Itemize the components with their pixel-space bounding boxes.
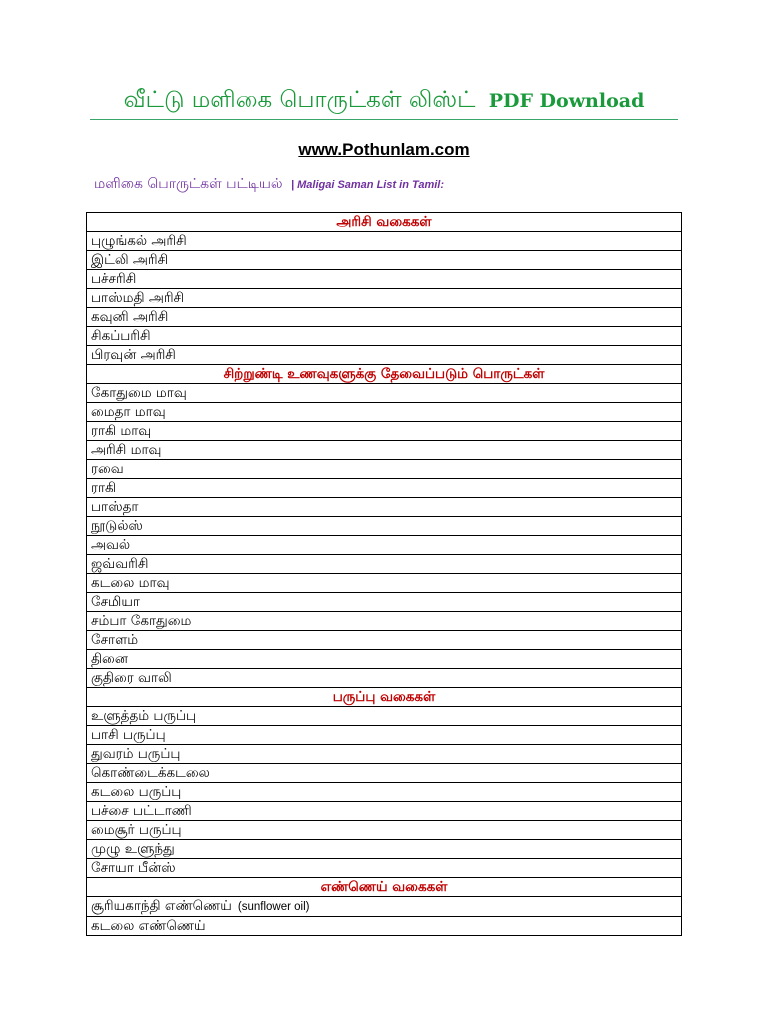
table-row xyxy=(87,441,682,460)
table-row xyxy=(87,707,682,726)
grocery-item xyxy=(87,612,682,631)
grocery-item xyxy=(87,840,682,859)
table-row xyxy=(87,859,682,878)
grocery-item-text: தினை xyxy=(91,651,128,667)
table-row xyxy=(87,517,682,536)
section-heading-row xyxy=(87,878,682,897)
grocery-item xyxy=(87,783,682,802)
grocery-item-text: சோளம் xyxy=(91,632,139,648)
grocery-item xyxy=(87,308,682,327)
table-row xyxy=(87,593,682,612)
grocery-item-text: பாஸ்மதி அரிசி xyxy=(91,290,185,306)
grocery-item-text: கடலை மாவு xyxy=(91,575,170,591)
grocery-list-body xyxy=(87,213,682,936)
section-heading-row xyxy=(87,365,682,384)
section-heading xyxy=(87,878,682,897)
grocery-item-text: பாசி பருப்பு xyxy=(91,727,166,743)
table-row xyxy=(87,821,682,840)
grocery-item-text: கொண்டைக்கடலை xyxy=(91,765,210,781)
grocery-item xyxy=(87,441,682,460)
table-row xyxy=(87,403,682,422)
grocery-item-text: பச்சை பட்டாணி xyxy=(91,803,192,819)
grocery-item-text: மைதா மாவு xyxy=(91,404,166,420)
grocery-item xyxy=(87,574,682,593)
grocery-item xyxy=(87,802,682,821)
grocery-item xyxy=(87,593,682,612)
table-row xyxy=(87,726,682,745)
grocery-item-text: சம்பா கோதுமை xyxy=(91,613,192,629)
grocery-item xyxy=(87,917,682,936)
grocery-item-text: கடலை எண்ணெய் xyxy=(91,918,206,934)
grocery-item xyxy=(87,897,682,917)
subtitle-english: | Maligai Saman List in Tamil: xyxy=(290,179,445,191)
table-row xyxy=(87,574,682,593)
section-heading xyxy=(87,365,682,384)
grocery-item xyxy=(87,270,682,289)
grocery-item xyxy=(87,251,682,270)
table-row xyxy=(87,536,682,555)
table-row xyxy=(87,802,682,821)
grocery-item-text: கடலை பருப்பு xyxy=(91,784,182,800)
grocery-item xyxy=(87,479,682,498)
list-subtitle xyxy=(94,176,444,194)
grocery-item xyxy=(87,859,682,878)
page-title-tamil: வீட்டு மளிகை பொருட்கள் லிஸ்ட் xyxy=(123,87,476,113)
grocery-item xyxy=(87,650,682,669)
grocery-item-text: கவுனி அரிசி xyxy=(91,309,169,325)
grocery-item-text: புழுங்கல் அரிசி xyxy=(91,233,187,249)
section-heading-text: எண்ணெய் வகைகள் xyxy=(320,879,448,895)
grocery-item xyxy=(87,669,682,688)
grocery-item-text: சோயா பீன்ஸ் xyxy=(91,860,176,876)
table-row xyxy=(87,631,682,650)
table-row xyxy=(87,232,682,251)
grocery-item xyxy=(87,821,682,840)
page-title xyxy=(90,84,678,117)
section-heading xyxy=(87,688,682,707)
table-row xyxy=(87,498,682,517)
table-row xyxy=(87,384,682,403)
table-row xyxy=(87,897,682,917)
grocery-item-text: அரிசி மாவு xyxy=(91,442,162,458)
grocery-item xyxy=(87,536,682,555)
table-row xyxy=(87,917,682,936)
grocery-item-text: ராகி மாவு xyxy=(91,423,152,439)
grocery-item-text: உளுத்தம் பருப்பு xyxy=(91,708,197,724)
table-row xyxy=(87,327,682,346)
grocery-item xyxy=(87,422,682,441)
table-row xyxy=(87,745,682,764)
grocery-item-text: ரவை xyxy=(91,461,124,477)
grocery-item xyxy=(87,327,682,346)
grocery-item xyxy=(87,745,682,764)
grocery-item-text: பாஸ்தா xyxy=(91,499,139,515)
grocery-item xyxy=(87,346,682,365)
grocery-item-text: சேமியா xyxy=(91,594,140,610)
grocery-item-text: துவரம் பருப்பு xyxy=(91,746,181,762)
grocery-item xyxy=(87,555,682,574)
grocery-item xyxy=(87,726,682,745)
title-divider xyxy=(90,119,678,120)
table-row xyxy=(87,650,682,669)
grocery-item-text: மைசூர் பருப்பு xyxy=(91,822,182,838)
table-row xyxy=(87,270,682,289)
grocery-item-text: சூரியகாந்தி எண்ணெய் xyxy=(91,898,232,914)
table-row xyxy=(87,308,682,327)
grocery-item xyxy=(87,289,682,308)
grocery-item-text: பிரவுன் அரிசி xyxy=(91,347,176,363)
table-row xyxy=(87,346,682,365)
table-row xyxy=(87,289,682,308)
grocery-item xyxy=(87,631,682,650)
grocery-item-text: நூடுல்ஸ் xyxy=(91,518,143,534)
grocery-item-text: குதிரை வாலி xyxy=(91,670,172,686)
table-row xyxy=(87,764,682,783)
section-heading-text: சிற்றுண்டி உணவுகளுக்கு தேவைப்படும் பொருட்கள் xyxy=(223,366,545,382)
website-link[interactable]: www.Pothunlam.com xyxy=(298,140,470,159)
section-heading-text: அரிசி வகைகள் xyxy=(336,214,432,230)
grocery-item-text: அவல் xyxy=(91,537,131,553)
grocery-item-text: முழு உளுந்து xyxy=(91,841,175,857)
grocery-item xyxy=(87,232,682,251)
grocery-item xyxy=(87,764,682,783)
table-row xyxy=(87,669,682,688)
table-row xyxy=(87,783,682,802)
grocery-item-note: (sunflower oil) xyxy=(237,901,310,913)
grocery-item-text: கோதுமை மாவு xyxy=(91,385,187,401)
grocery-item-text: ராகி xyxy=(91,480,117,496)
grocery-item-text: ஜவ்வரிசி xyxy=(91,556,149,572)
grocery-item xyxy=(87,707,682,726)
table-row xyxy=(87,479,682,498)
grocery-item-text: இட்லி அரிசி xyxy=(91,252,169,268)
grocery-item xyxy=(87,384,682,403)
section-heading-text: பருப்பு வகைகள் xyxy=(332,689,436,705)
page-title-pdf-download: PDF Download xyxy=(488,90,645,112)
table-row xyxy=(87,612,682,631)
table-row xyxy=(87,251,682,270)
grocery-item-text: சிகப்பரிசி xyxy=(91,328,151,344)
grocery-item-text: பச்சரிசி xyxy=(91,271,137,287)
page-header xyxy=(90,84,678,117)
grocery-item xyxy=(87,498,682,517)
grocery-list-table xyxy=(86,212,682,936)
section-heading xyxy=(87,213,682,232)
table-row xyxy=(87,555,682,574)
grocery-item xyxy=(87,403,682,422)
grocery-item xyxy=(87,460,682,479)
subtitle-tamil: மளிகை பொருட்கள் பட்டியல் xyxy=(94,176,283,192)
table-row xyxy=(87,460,682,479)
section-heading-row xyxy=(87,213,682,232)
table-row xyxy=(87,840,682,859)
grocery-item xyxy=(87,517,682,536)
table-row xyxy=(87,422,682,441)
section-heading-row xyxy=(87,688,682,707)
